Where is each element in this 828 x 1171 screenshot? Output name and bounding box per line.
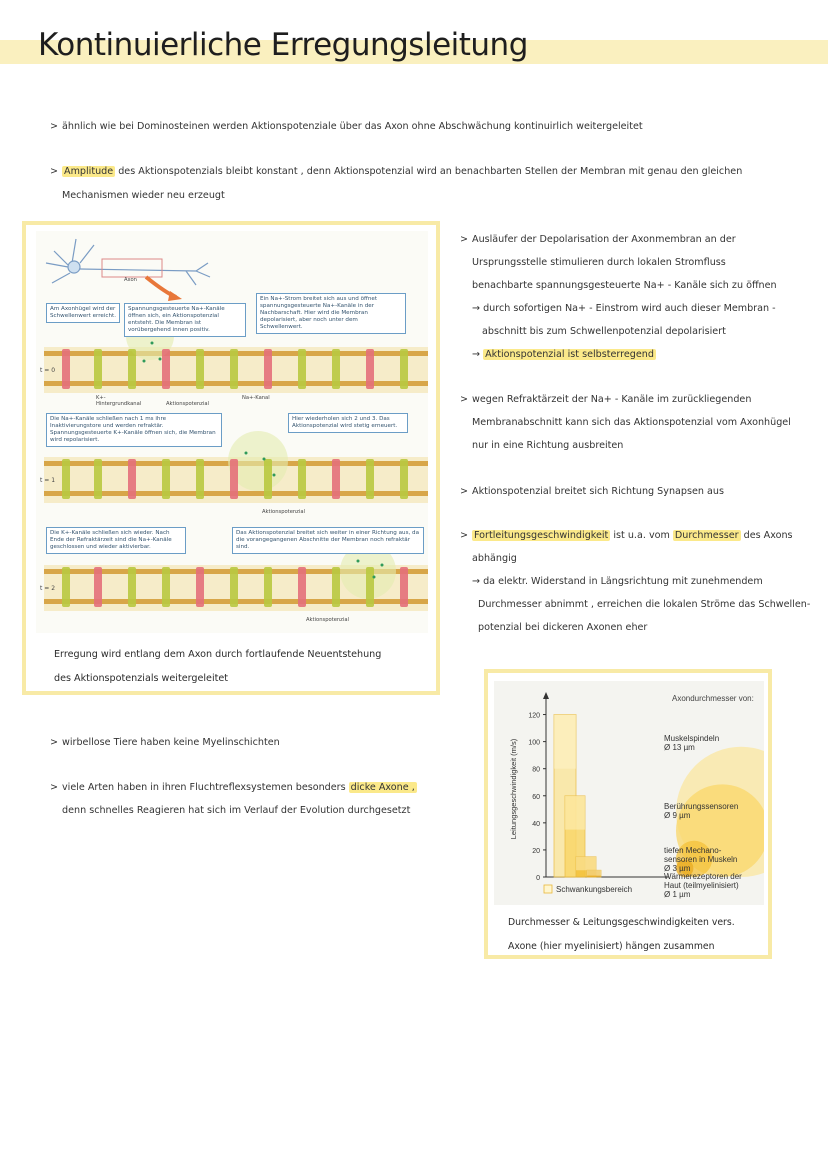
y-tick-label: 100 [528,739,540,747]
k-channel [94,567,102,607]
category-label: tiefen Mechano-sensoren in Muskeln [664,846,738,864]
legend-swatch [544,885,552,893]
range-bar-variance [565,796,585,830]
na-channel [332,349,340,389]
figure-leitungsgeschwindigkeit [484,669,772,959]
note-refraktaerzeit-3: nur in eine Richtung ausbreiten [472,440,624,451]
k-channel [264,349,272,389]
na-channel [400,349,408,389]
na-channel [400,459,408,499]
info-box-4: Die Na+-Kanäle schließen nach 1 ms ihre Inaktivierungstore und werden refraktär. Spannungsgesteuerte K+-Kanäle öffnen sich, die Membran wird repolarisiert. [46,413,222,447]
na-channel [230,567,238,607]
note-geschwindigkeit-3: → da elektr. Widerstand in Längsrichtung mit zunehmendem [472,576,763,587]
k-channel [128,459,136,499]
na-channel [196,349,204,389]
y-tick-label: 120 [528,712,540,720]
note-selbsterregend: → Aktionspotenzial ist selbsterregend [472,349,654,360]
bullet-arrow-icon: > [460,394,469,405]
category-label: Wärmerezeptoren der Haut (teilmyelinisiert) [664,872,742,890]
na-channel [230,349,238,389]
time-label-t2: t = 2 [40,585,56,592]
na-channel [196,459,204,499]
note-depolarisation: > Ausläufer der Depolarisation der Axonmembran an der [472,228,736,252]
info-box-1: Am Axonhügel wird der Schwellenwert erreicht. [46,303,120,323]
chart-title: Axondurchmesser von: [672,694,754,703]
diameter-label: Ø 9 µm [664,811,691,820]
y-axis-label: Leitungsgeschwindigkeit (m/s) [509,738,518,840]
note-refraktaerzeit: > wegen Refraktärzeit der Na+ - Kanäle im zurückliegenden [472,388,751,412]
chart-svg [494,681,764,905]
na-channel [162,459,170,499]
note-depolarisation-3: benachbarte spannungsgesteuerte Na+ - Kanäle sich zu öffnen [472,280,777,291]
na-channel [94,349,102,389]
chart-area [494,681,764,905]
note-geschwindigkeit: > Fortleitungsgeschwindigkeit ist u.a. vom Durchmesser des Axons [472,524,793,548]
note-amplitude: > Amplitude des Aktionspotenzials bleibt konstant , denn Aktionspotenzial wird an benachbarten Stellen der Membran mit genau den gleichen [62,160,742,184]
note-depolarisation-5: abschnitt bis zum Schwellenpotenzial depolarisiert [482,326,726,337]
y-tick-label: 80 [532,766,540,774]
ap-label-t2: Aktionspotenzial [306,617,349,623]
na-channel [62,567,70,607]
ap-label-t1: Aktionspotenzial [262,509,305,515]
na-channel [128,349,136,389]
na-channel [366,567,374,607]
note-refraktaerzeit-2: Membranabschnitt kann sich das Aktionspotenzial vom Axonhügel [472,417,791,428]
note-geschwindigkeit-2: abhängig [472,553,517,564]
info-box-7: Das Aktionspotenzial breitet sich weiter in einer Richtung aus, da die vorangegangenen Abschnitte der Membran noch refraktär sind. [232,527,424,554]
k-channel [196,567,204,607]
time-label-t0: t = 0 [40,367,56,374]
na-channel-label: Na+-Kanal [242,395,270,401]
note-dominosteine: > ähnlich wie bei Dominosteinen werden Aktionspotenziale über das Axon ohne Abschwächung kontinuirlich weitergeleitet [62,115,643,139]
figure1-caption: Erregung wird entlang dem Axon durch fortlaufende Neuentstehung des Aktionspotenzials weitergeleitet [54,649,382,684]
note-wirbellose: > wirbellose Tiere haben keine Myelinschichten [62,731,280,755]
bullet-arrow-icon: > [50,737,59,748]
k-channel [366,349,374,389]
na-channel [128,567,136,607]
range-bar-variance [576,857,596,871]
note-dicke-axone: > viele Arten haben in ihren Fluchtreflexsystemen besonders dicke Axone , [62,776,417,800]
k-channel [332,459,340,499]
diagram-axon-membrane [36,231,428,633]
figure2-caption: Durchmesser & Leitungsgeschwindigkeiten vers. Axone (hier myelinisiert) hängen zusammen [508,917,735,952]
note-amplitude-cont: Mechanismen wieder neu erzeugt [62,190,225,201]
info-box-5: Hier wiederholen sich 2 und 3. Das Aktionspotenzial wird stetig erneuert. [288,413,408,433]
info-box-6: Die K+-Kanäle schließen sich wieder. Nach Ende der Refraktärzeit sind die Na+-Kanäle geschlossen und wieder aktivierbar. [46,527,186,554]
diameter-label: Ø 13 µm [664,743,695,752]
note-geschwindigkeit-5: potenzial bei dickeren Axonen eher [478,622,648,633]
k-channel [62,349,70,389]
category-label: Muskelspindeln [664,734,720,743]
note-depolarisation-4: → durch sofortigen Na+ - Einstrom wird auch dieser Membran - [472,303,776,314]
range-bar-variance [554,715,576,769]
time-label-t1: t = 1 [40,477,56,484]
na-channel [298,349,306,389]
bullet-arrow-icon: > [460,234,469,245]
category-label: Berührungssensoren [664,802,739,811]
y-tick-label: 40 [532,820,540,828]
na-channel [366,459,374,499]
na-channel [298,459,306,499]
k-channel-label: K+-Hintergrundkanal [96,395,142,407]
note-depolarisation-2: Ursprungsstelle stimulieren durch lokalen Stromfluss [472,257,726,268]
note-dicke-axone-2: denn schnelles Reagieren hat sich im Verlauf der Evolution durchgesetzt [62,805,411,816]
info-box-2: Spannungsgesteuerte Na+-Kanäle öffnen sich, ein Aktionspotenzial entsteht. Die Membran ist vorübergehend innen positiv. [124,303,246,337]
range-bar-variance [587,870,601,875]
na-channel [264,567,272,607]
y-axis-arrow-icon [543,692,549,699]
figure-erregungsleitung [22,221,440,695]
note-geschwindigkeit-4: Durchmesser abnimmt , erreichen die lokalen Ströme das Schwellen- [478,599,811,610]
bullet-arrow-icon: > [50,166,59,177]
ap-label-t0: Aktionspotenzial [166,401,209,407]
bullet-arrow-icon: > [460,486,469,497]
axon-label: Axon [124,277,137,283]
k-channel [400,567,408,607]
note-synapsen: > Aktionspotenzial breitet sich Richtung Synapsen aus [472,480,724,504]
na-channel [94,459,102,499]
y-tick-label: 0 [536,875,540,882]
y-tick-label: 20 [532,847,540,855]
diameter-label: Ø 3 µm [664,864,691,873]
k-channel [162,349,170,389]
na-channel [162,567,170,607]
legend-label: Schwankungsbereich [556,885,633,894]
na-channel [62,459,70,499]
bullet-arrow-icon: > [50,121,59,132]
info-box-3: Ein Na+-Strom breitet sich aus und öffnet spannungsgesteuerte Na+-Kanäle in der Nachbarschaft. Hier wird die Membran depolarisiert, aber noch unter dem Schwellenwert. [256,293,406,334]
na-channel [264,459,272,499]
page-title: Kontinuierliche Erregungsleitung [38,27,528,63]
bullet-arrow-icon: > [50,782,59,793]
diameter-label: Ø 1 µm [664,890,691,899]
bullet-arrow-icon: > [460,530,469,541]
y-tick-label: 60 [532,793,540,801]
k-channel [298,567,306,607]
k-channel [230,459,238,499]
na-channel [332,567,340,607]
